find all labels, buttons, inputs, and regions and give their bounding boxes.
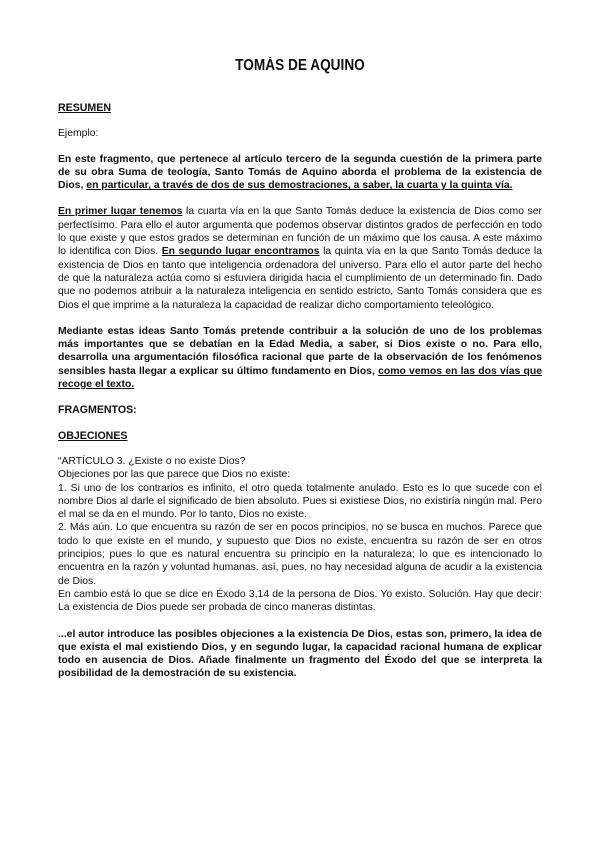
commentary-paragraph: ...el autor introduce las posibles objeciones a la existencia De Dios, estas son, primero, la idea de que exista el mal existiendo Dios, y en segundo lugar, la capacidad racional humana de explicar todo en ausencia de Dios. Añade finalmente un fragmento del Éxodo del que se interpreta la posibilidad de la demostración de su existencia. <box>58 628 542 680</box>
second-point-text: la quinta vía en la que Santo Tomás deduce la existencia de Dios en tanto que inteligencia ordenadora del universo. Para ello el autor parte del hecho de que la naturaleza actúa como si estuviera dirigida hacia el cumplimiento de un determinado fin. Dado que no podemos atribuir a la naturaleza inteligencia en sentido estricto, Santo Tomás considera que es Dios el que imprime a la naturaleza la capacidad de realizar dicho comportamiento teleológico. <box>58 246 542 311</box>
second-point-lead: En segundo lugar encontramos <box>161 246 320 258</box>
ejemplo-label: Ejemplo: <box>58 128 99 140</box>
objeciones-heading: OBJECIONES <box>58 429 128 442</box>
first-point-text: la cuarta vía en la que Santo Tomás deduce la existencia de Dios como ser perfectísimo. Para ello el autor argumenta que podemos observar distintos grados de perfección en todo lo que existe y que estos grados se determinan en función de un máximo que los causa. A este máximo lo identifica con Dios. <box>58 206 542 258</box>
fragment-objections-intro: Objeciones por las que parece que Dios no existe: <box>58 469 291 481</box>
fragment-block <box>58 455 542 615</box>
body-paragraph <box>58 205 542 311</box>
document-title: TOMÁS DE AQUINO <box>235 57 365 74</box>
resumen-heading: RESUMEN <box>58 102 111 114</box>
fragment-objection-1: 1. Si uno de los contrarios es infinito, el otro queda totalmente anulado. Esto es lo que sucede con el nombre Dios al darle el significado de bien absoluto. Pues si existiese Dios, no existiría ningún mal. Pero el mal se da en el mundo. Por lo tanto, Dios no existe. <box>58 482 542 521</box>
conclusion-underlined-text: como vemos en las dos vías que recoge el texto. <box>58 365 542 391</box>
intro-paragraph <box>58 153 542 193</box>
conclusion-text: Mediante estas ideas Santo Tomás pretende contribuir a la solución de uno de los problemas más importantes que se debatían en la Edad Media, a saber, si Dios existe o no. Para ello, desarrolla una argumentación filosófica racional que parte de la observación de los fenómenos sensibles hasta llegar a explicar su último fundamento en Dios, <box>58 325 542 377</box>
fragment-article-line: “ARTÍCULO 3. ¿Existe o no existe Dios? <box>58 455 246 467</box>
fragment-contrary: En cambio está lo que se dice en Éxodo 3,14 de la persona de Dios. Yo existo. Solución. Hay que decir: La existencia de Dios puede ser probada de cinco maneras distintas. <box>58 588 542 614</box>
conclusion-paragraph <box>58 325 542 391</box>
first-point-lead: En primer lugar tenemos <box>58 206 183 218</box>
fragmentos-heading: FRAGMENTOS: <box>58 404 137 417</box>
intro-text: En este fragmento, que pertenece al artículo tercero de la segunda cuestión de la primera parte de su obra Suma de teología, Santo Tomás de Aquino aborda el problema de la existencia de Dios, <box>58 153 542 192</box>
intro-underlined-text: en particular, a través de dos de sus demostraciones, a saber, la cuarta y la quinta vía. <box>86 180 513 192</box>
fragment-objection-2: 2. Más aún. Lo que encuentra su razón de ser en pocos principios, no se busca en muchos. Parece que todo lo que existe en el mundo, y supuesto que Dios no existe, encuentra su razón de ser en otros principios; pues lo que es natural encuentra su principio en la naturaleza; lo que es intencionado lo encuentra en la razón y voluntad humanas. así, pues, no hay necesidad alguna de acudir a la existencia de Dios. <box>58 522 542 587</box>
